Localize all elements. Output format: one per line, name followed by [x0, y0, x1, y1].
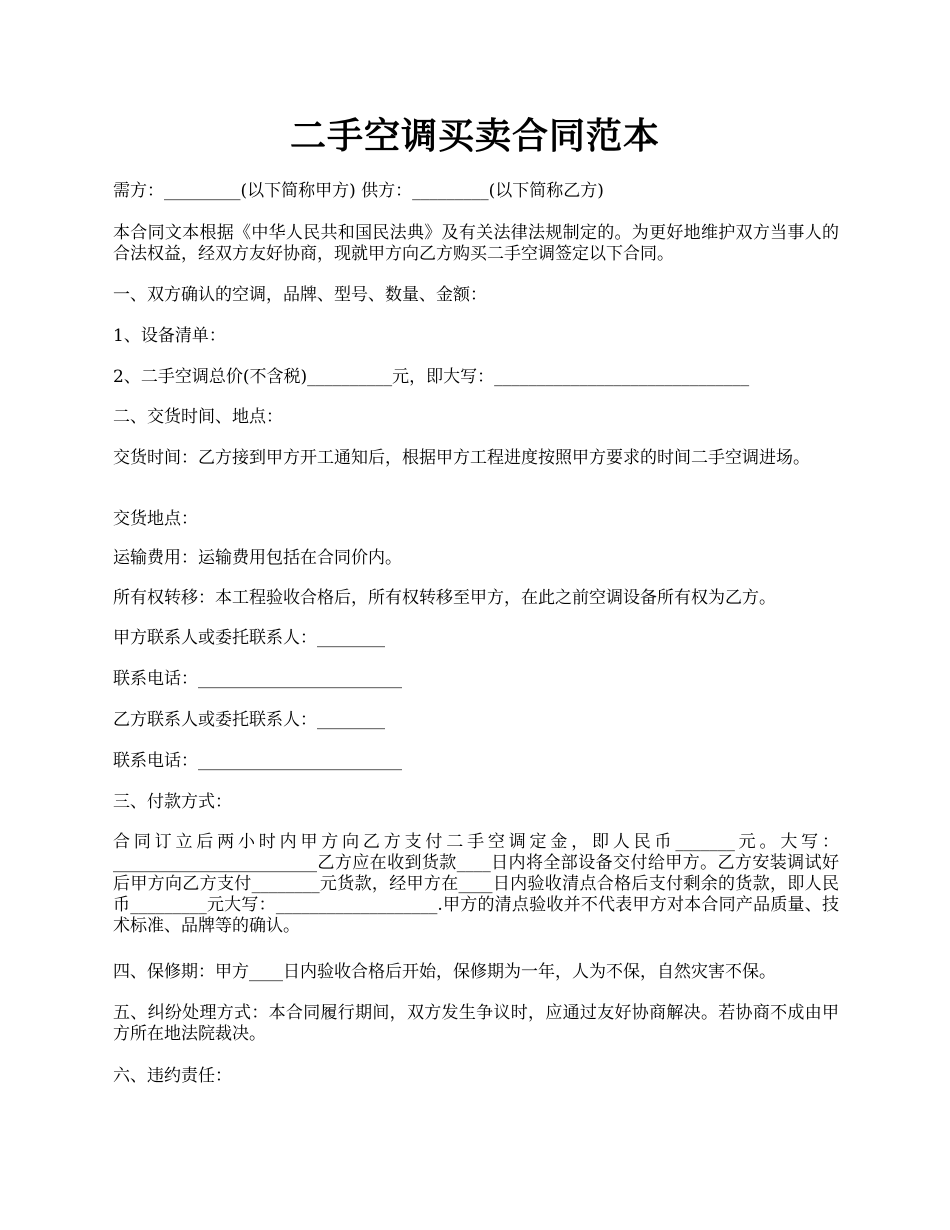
- transport-cost-line: 运输费用：运输费用包括在合同价内。: [113, 548, 402, 568]
- section-3-heading: 三、付款方式：: [113, 792, 232, 812]
- dispute-resolution-paragraph: 五、纠纷处理方式：本合同履行期间，双方发生争议时，应通过友好协商解决。若协商不成由甲方所在地法院裁决。: [113, 1003, 839, 1044]
- section-2-heading: 二、交货时间、地点：: [113, 407, 283, 427]
- warranty-line: 四、保修期：甲方____日内验收合格后开始，保修期为一年，人为不保，自然灾害不保。: [113, 962, 776, 982]
- total-price-line: 2、二手空调总价(不含税)__________元，即大写：______________________________: [113, 367, 750, 387]
- party-a-phone-line: 联系电话：________________________: [113, 669, 402, 689]
- delivery-place-line: 交货地点：: [113, 509, 198, 529]
- payment-terms-paragraph: 合同订立后两小时内甲方向乙方支付二手空调定金，即人民币_______元。大写：________________________乙方应在收到货款____日内将全部设备交付给甲方。乙方安装调试好后甲方向乙方支付________元货款，经甲方在____日内验收清点合格后支付剩余的货款，即人民币_________元大写：___________________.甲方的清点验收并不代表甲方对本合同产品质量、技术标准、品牌等的确认。: [113, 832, 839, 936]
- preamble-paragraph: 本合同文本根据《中华人民共和国民法典》及有关法律法规制定的。为更好地维护双方当事人的合法权益，经双方友好协商，现就甲方向乙方购买二手空调签定以下合同。: [113, 223, 839, 264]
- parties-line: 需方：_________(以下简称甲方) 供方：_________(以下简称乙方): [113, 181, 604, 201]
- ownership-transfer-line: 所有权转移：本工程验收合格后，所有权转移至甲方，在此之前空调设备所有权为乙方。: [113, 588, 776, 608]
- party-b-contact-line: 乙方联系人或委托联系人：________: [113, 710, 385, 730]
- delivery-time-paragraph: 交货时间：乙方接到甲方开工通知后，根据甲方工程进度按照甲方要求的时间二手空调进场。: [113, 448, 810, 468]
- party-b-phone-line: 联系电话：________________________: [113, 751, 402, 771]
- document-title: 二手空调买卖合同范本: [289, 115, 660, 157]
- section-1-heading: 一、双方确认的空调，品牌、型号、数量、金额：: [113, 285, 487, 305]
- equipment-list-line: 1、设备清单：: [113, 326, 226, 346]
- section-6-heading: 六、违约责任：: [113, 1066, 232, 1086]
- party-a-contact-line: 甲方联系人或委托联系人：________: [113, 628, 385, 648]
